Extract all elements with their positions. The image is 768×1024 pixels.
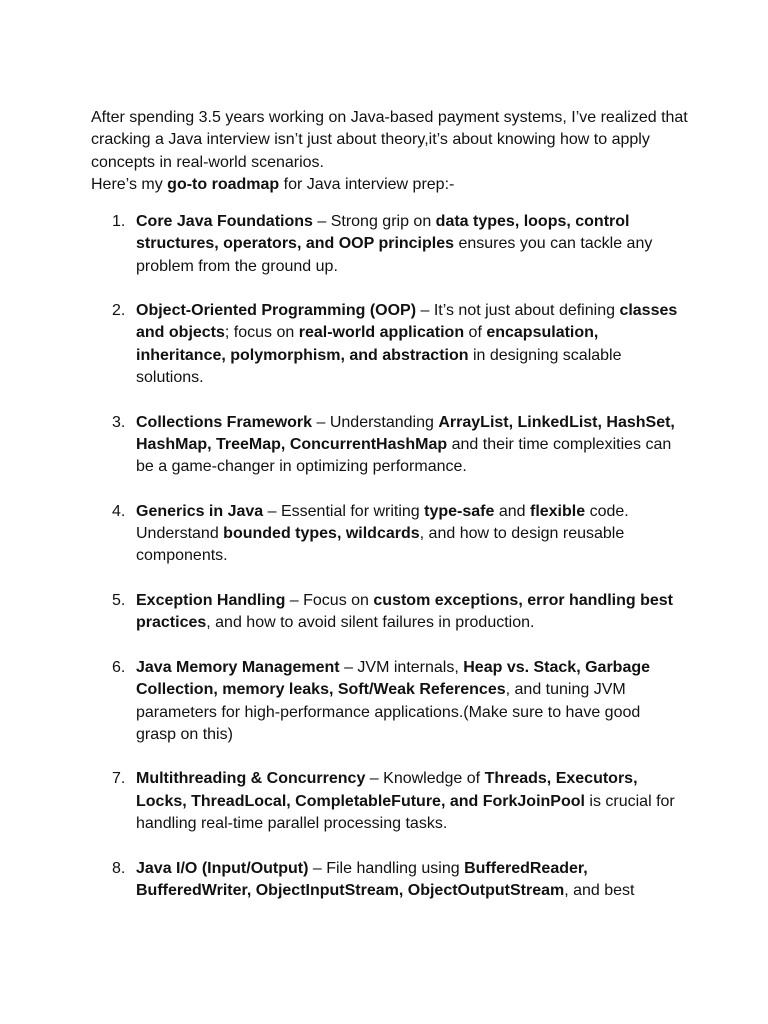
bold-text: real-world application: [298, 324, 465, 342]
roadmap-item-text: [136, 412, 681, 479]
roadmap-item: [91, 657, 681, 746]
body-text: – Essential for writing: [263, 502, 425, 520]
body-text: – It’s not just about defining: [416, 302, 620, 320]
roadmap-item-text: [136, 657, 681, 746]
roadmap-item: [91, 300, 681, 389]
list-number: 3.: [112, 413, 126, 431]
bold-text: Threads, Executors, Locks, ThreadLocal, CompletableFuture, and ForkJoinPool: [136, 770, 638, 810]
body-text: and their time complexities can be a game-changer in optimizing performance.: [136, 435, 672, 476]
body-text: – File handling using: [308, 859, 465, 877]
body-text: of: [464, 324, 487, 342]
list-number: 7.: [112, 770, 126, 788]
bold-text: type-safe: [424, 502, 495, 520]
bold-text: Java Memory Management: [136, 658, 340, 676]
body-text: – JVM internals,: [339, 658, 464, 676]
intro-paragraph: After spending 3.5 years working on Java-based payment systems, I’ve realized that cracking a Java interview isn’t just about theory,it’s about knowing how to apply concepts in real-world scenarios.: [91, 109, 688, 171]
roadmap-item-text: [136, 858, 681, 903]
body-text: , and tuning JVM parameters for high-performance applications.(Make sure to have good grasp on this): [136, 681, 641, 743]
bold-text: Heap vs. Stack, Garbage Collection, memory leaks, Soft/Weak References: [136, 658, 651, 699]
list-number: 8.: [112, 859, 126, 877]
roadmap-item-text: [136, 590, 681, 635]
body-text: and: [494, 502, 530, 520]
body-text: ensures you can tackle any problem from the ground up.: [136, 235, 653, 275]
bold-text: Collections Framework: [136, 413, 313, 431]
body-text: – Understanding: [312, 413, 439, 431]
list-number: 5.: [112, 592, 126, 610]
body-text: , and best: [564, 881, 635, 899]
roadmap-item: [91, 412, 681, 479]
list-number: 1.: [112, 213, 126, 230]
bold-text: custom exceptions, error handling best practices: [136, 592, 674, 632]
roadmap-intro-line: [91, 174, 691, 196]
body-text: is crucial for handling real-time parallel processing tasks.: [136, 792, 675, 833]
body-text: ; focus on: [224, 324, 299, 342]
bold-text: Multithreading & Concurrency: [136, 770, 366, 788]
list-number: 4.: [112, 502, 126, 520]
roadmap-intro-bold: go-to roadmap: [167, 175, 280, 193]
bold-text: flexible: [529, 502, 586, 520]
roadmap-item: [91, 858, 681, 903]
bold-text: Object-Oriented Programming (OOP): [136, 302, 417, 320]
body-text: – Strong grip on: [312, 213, 436, 230]
roadmap-item-text: [136, 300, 681, 389]
list-number: 2.: [112, 302, 126, 320]
roadmap-item: [91, 768, 681, 835]
roadmap-intro-text: Here’s my: [91, 175, 168, 193]
body-text: in designing scalable solutions.: [136, 346, 622, 387]
bold-text: classes and objects: [136, 302, 678, 342]
body-text: , and how to avoid silent failures in production.: [206, 614, 535, 632]
body-text: , and how to design reusable components.: [136, 525, 625, 565]
roadmap-item-text: [136, 768, 681, 835]
roadmap-item: [91, 211, 681, 278]
roadmap-intro-tail: for Java interview prep:-: [279, 175, 455, 193]
bold-text: encapsulation, inheritance, polymorphism, and abstraction: [136, 324, 599, 364]
bold-text: ArrayList, LinkedList, HashSet, HashMap, TreeMap, ConcurrentHashMap: [136, 413, 675, 453]
bold-text: Java I/O (Input/Output): [136, 859, 309, 877]
roadmap-list: [91, 211, 681, 925]
roadmap-item-text: [136, 501, 681, 568]
intro-section: [91, 107, 691, 196]
body-text: code. Understand: [136, 502, 629, 543]
bold-text: bounded types, wildcards: [223, 525, 420, 543]
bold-text: Exception Handling: [136, 592, 286, 610]
roadmap-item: [91, 501, 681, 568]
bold-text: Core Java Foundations: [136, 213, 313, 230]
bold-text: data types, loops, control structures, operators, and OOP principles: [136, 213, 630, 253]
roadmap-item-text: [136, 211, 681, 278]
list-number: 6.: [112, 658, 126, 676]
roadmap-item: [91, 590, 681, 635]
bold-text: Generics in Java: [136, 502, 264, 520]
body-text: – Knowledge of: [365, 770, 485, 788]
body-text: – Focus on: [285, 592, 374, 610]
bold-text: BufferedReader, BufferedWriter, ObjectInputStream, ObjectOutputStream: [136, 859, 588, 899]
